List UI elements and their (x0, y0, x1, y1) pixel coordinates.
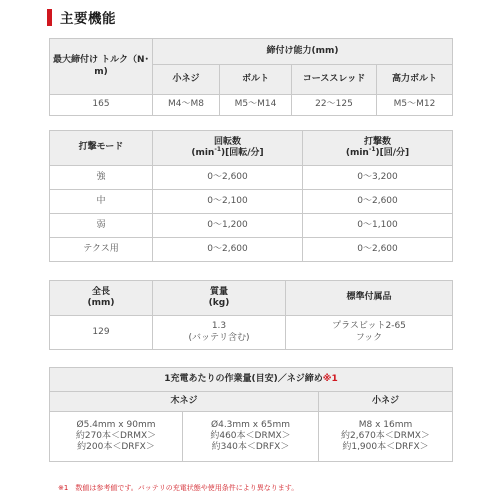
footnote: ※1 数値は参考値です。バッテリの充電状態や使用条件により異なります。 (58, 484, 299, 492)
rpm-header: 回転数 $(\min^{-1})$[回転/分] (153, 131, 303, 166)
bolt-col: ボルト (220, 65, 292, 95)
mode-label: 弱 (50, 214, 153, 238)
torque-header: 最大締付け トルク（N･m) (50, 39, 153, 95)
page-title: 主要機能 (60, 11, 116, 27)
rpm-value: 0～2,600 (153, 166, 303, 190)
length-value: 129 (50, 316, 153, 350)
dimensions-table (49, 280, 453, 350)
table-row (50, 190, 453, 214)
bpm-value: 0～2,600 (303, 238, 453, 262)
table-row (50, 95, 453, 116)
rpm-value: 0～2,100 (153, 190, 303, 214)
mode-header: 打撃モード (50, 131, 153, 166)
bpm-value: 0～3,200 (303, 166, 453, 190)
table-cell: M5～M14 (220, 95, 292, 116)
mass-value: 1.3 (バッテリ含む) (153, 316, 286, 350)
torque-value: 165 (50, 95, 153, 116)
mode-label: 強 (50, 166, 153, 190)
coarse-thread-col: コーススレッド (292, 65, 377, 95)
high-tension-bolt-col: 高力ボルト (377, 65, 453, 95)
title-accent-bar (47, 9, 52, 26)
rpm-value: 0～1,200 (153, 214, 303, 238)
accessories-header: 標準付属品 (286, 281, 453, 316)
impact-mode-table (49, 130, 453, 262)
work-capacity-header: 1充電あたりの作業量(目安)／ネジ締め※1 (50, 368, 453, 392)
work-cell: Ø4.3mm x 65mm 約460本＜DRMX＞ 約340本＜DRFX＞ (183, 412, 319, 462)
table-row (50, 166, 453, 190)
table-cell: M5～M12 (377, 95, 453, 116)
table-row (50, 214, 453, 238)
mass-header: 質量 (kg) (153, 281, 286, 316)
capacity-table (49, 38, 453, 116)
table-cell: 22～125 (292, 95, 377, 116)
section-header (47, 6, 116, 28)
bpm-value: 0～1,100 (303, 214, 453, 238)
work-cell: Ø5.4mm x 90mm 約270本＜DRMX＞ 約200本＜DRFX＞ (50, 412, 183, 462)
bpm-value: 0～2,600 (303, 190, 453, 214)
table-row (50, 316, 453, 350)
accessories-value: プラスビット2-65 フック (286, 316, 453, 350)
small-screw-header: 小ネジ (319, 392, 453, 412)
small-screw-col: 小ネジ (153, 65, 220, 95)
footnote-marker: ※1 (322, 373, 338, 384)
length-header: 全長 (mm) (50, 281, 153, 316)
work-cell: M8 x 16mm 約2,670本＜DRMX＞ 約1,900本＜DRFX＞ (319, 412, 453, 462)
table-row (50, 238, 453, 262)
bpm-header: 打撃数 $(\min^{-1})$[回/分] (303, 131, 453, 166)
rpm-value: 0～2,600 (153, 238, 303, 262)
table-row (50, 412, 453, 462)
capacity-header: 締付け能力(mm) (153, 39, 453, 65)
mode-label: 中 (50, 190, 153, 214)
wood-screw-header: 木ネジ (50, 392, 319, 412)
work-capacity-table (49, 367, 453, 462)
table-cell: M4～M8 (153, 95, 220, 116)
mode-label: テクス用 (50, 238, 153, 262)
